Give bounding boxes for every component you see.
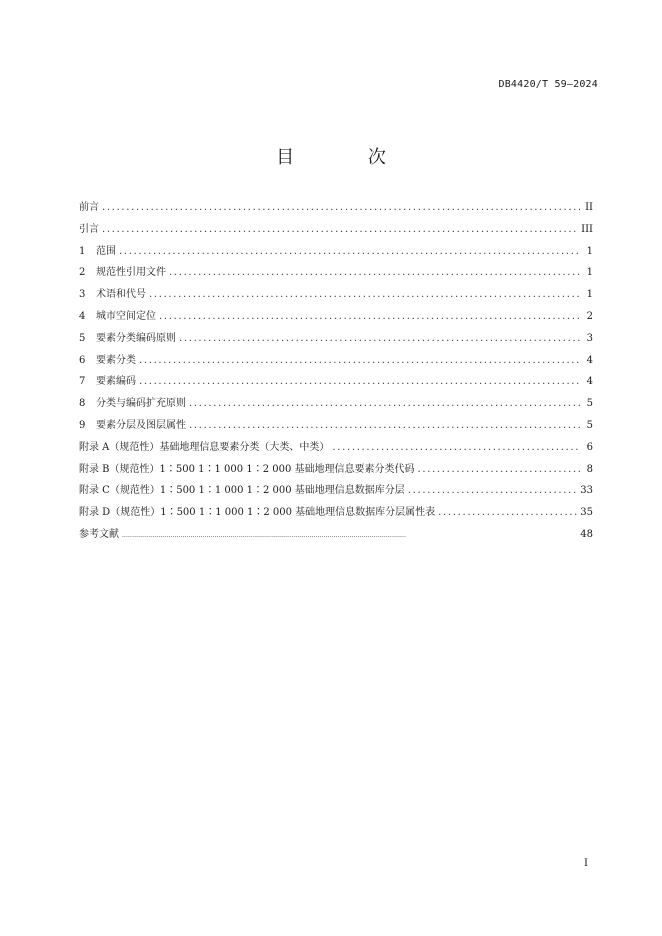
- toc-entry-classification[interactable]: [79, 351, 593, 373]
- toc-entry-appendix-c[interactable]: [79, 481, 593, 503]
- toc-entry-appendix-b[interactable]: [79, 460, 593, 482]
- toc-entry-page: 5: [586, 398, 593, 410]
- toc-dot-leader: [418, 464, 581, 475]
- toc-dot-leader: [332, 442, 580, 453]
- appendix-tag: 附录 A（规范性）: [79, 441, 160, 453]
- toc-entry-spatial-positioning[interactable]: [79, 307, 593, 329]
- toc-dot-leader: [189, 420, 580, 431]
- toc-dot-leader: [139, 355, 580, 366]
- toc-entry-page: 8: [586, 463, 593, 475]
- toc-dot-leader: [122, 529, 577, 540]
- toc-entry-introduction[interactable]: [79, 220, 593, 242]
- toc-dot-leader: [179, 333, 580, 344]
- toc-dot-leader: [102, 202, 580, 213]
- toc-entry-label: 要素分类编码原则: [96, 332, 176, 344]
- toc-entry-normative-references[interactable]: [79, 263, 593, 285]
- appendix-tag: 附录 B（规范性）: [79, 463, 160, 475]
- toc-entry-number: 2: [79, 267, 86, 279]
- page-number: I: [584, 858, 588, 869]
- toc-entry-label: 基础地理信息要素分类（大类、中类）: [159, 441, 330, 453]
- toc-entry-label: 引言: [79, 223, 99, 235]
- toc-entry-number: 6: [79, 354, 86, 366]
- toc-title: 目 次: [276, 147, 420, 168]
- toc-entry-label: 要素分类: [96, 354, 136, 366]
- toc-dot-leader: [169, 267, 580, 278]
- toc-entry-label: 术语和代号: [96, 289, 146, 301]
- toc-entry-page: 33: [580, 485, 593, 497]
- toc-entry-number: 9: [79, 419, 86, 431]
- toc-entry-label: 分类与编码扩充原则: [96, 398, 186, 410]
- toc-entry-extension-principles[interactable]: [79, 394, 593, 416]
- toc-entry-label: 1∶500 1∶1 000 1∶2 000 基础地理信息数据库分层: [159, 485, 405, 497]
- toc-entry-page: 6: [586, 441, 593, 453]
- toc-dot-leader: [139, 376, 580, 387]
- table-of-contents: [79, 198, 593, 547]
- toc-entry-coding[interactable]: [79, 372, 593, 394]
- toc-entry-page: 3: [586, 332, 593, 344]
- toc-entry-label: 要素编码: [96, 376, 136, 388]
- toc-entry-page: 2: [586, 310, 593, 322]
- toc-dot-leader: [119, 246, 580, 257]
- toc-dot-leader: [102, 224, 578, 235]
- toc-entry-appendix-d[interactable]: [79, 503, 593, 525]
- toc-entry-label: 城市空间定位: [96, 310, 156, 322]
- appendix-tag: 附录 C（规范性）: [79, 485, 160, 497]
- toc-entry-page: 4: [586, 376, 593, 388]
- toc-entry-terms[interactable]: [79, 285, 593, 307]
- toc-entry-foreword[interactable]: [79, 198, 593, 220]
- toc-entry-scope[interactable]: [79, 242, 593, 264]
- toc-entry-page: II: [585, 202, 593, 213]
- toc-dot-leader: [408, 485, 577, 496]
- toc-entry-page: 48: [580, 528, 593, 540]
- toc-entry-number: 8: [79, 398, 86, 410]
- toc-entry-label: 1∶500 1∶1 000 1∶2 000 基础地理信息要素分类代码: [159, 463, 415, 475]
- toc-dot-leader: [438, 507, 577, 518]
- toc-entry-number: 1: [79, 245, 86, 257]
- toc-entry-label: 范围: [96, 245, 116, 257]
- toc-entry-number: 4: [79, 310, 86, 322]
- toc-entry-appendix-a[interactable]: [79, 438, 593, 460]
- toc-entry-label: 参考文献: [79, 528, 119, 540]
- toc-entry-layering[interactable]: [79, 416, 593, 438]
- toc-entry-label: 1∶500 1∶1 000 1∶2 000 基础地理信息数据库分层属性表: [160, 507, 436, 519]
- appendix-tag: 附录 D（规范性）: [79, 507, 161, 519]
- document-code: DB4420/T 59—2024: [498, 79, 598, 90]
- toc-entry-label: 前言: [79, 202, 99, 213]
- toc-dot-leader: [159, 311, 580, 322]
- toc-dot-leader: [149, 289, 580, 300]
- toc-entry-number: 3: [79, 289, 86, 301]
- toc-entry-number: 5: [79, 332, 86, 344]
- toc-entry-page: 35: [580, 507, 593, 519]
- toc-entry-coding-principles[interactable]: [79, 329, 593, 351]
- toc-dot-leader: [189, 398, 580, 409]
- toc-entry-page: 1: [586, 245, 593, 257]
- toc-entry-page: III: [581, 223, 593, 235]
- toc-entry-label: 要素分层及图层属性: [96, 419, 186, 431]
- toc-entry-page: 4: [586, 354, 593, 366]
- toc-entry-page: 1: [586, 289, 593, 301]
- toc-entry-bibliography[interactable]: [79, 525, 593, 547]
- toc-entry-label: 规范性引用文件: [96, 267, 166, 279]
- toc-entry-number: 7: [79, 376, 86, 388]
- toc-entry-page: 5: [586, 419, 593, 431]
- toc-entry-page: 1: [586, 267, 593, 279]
